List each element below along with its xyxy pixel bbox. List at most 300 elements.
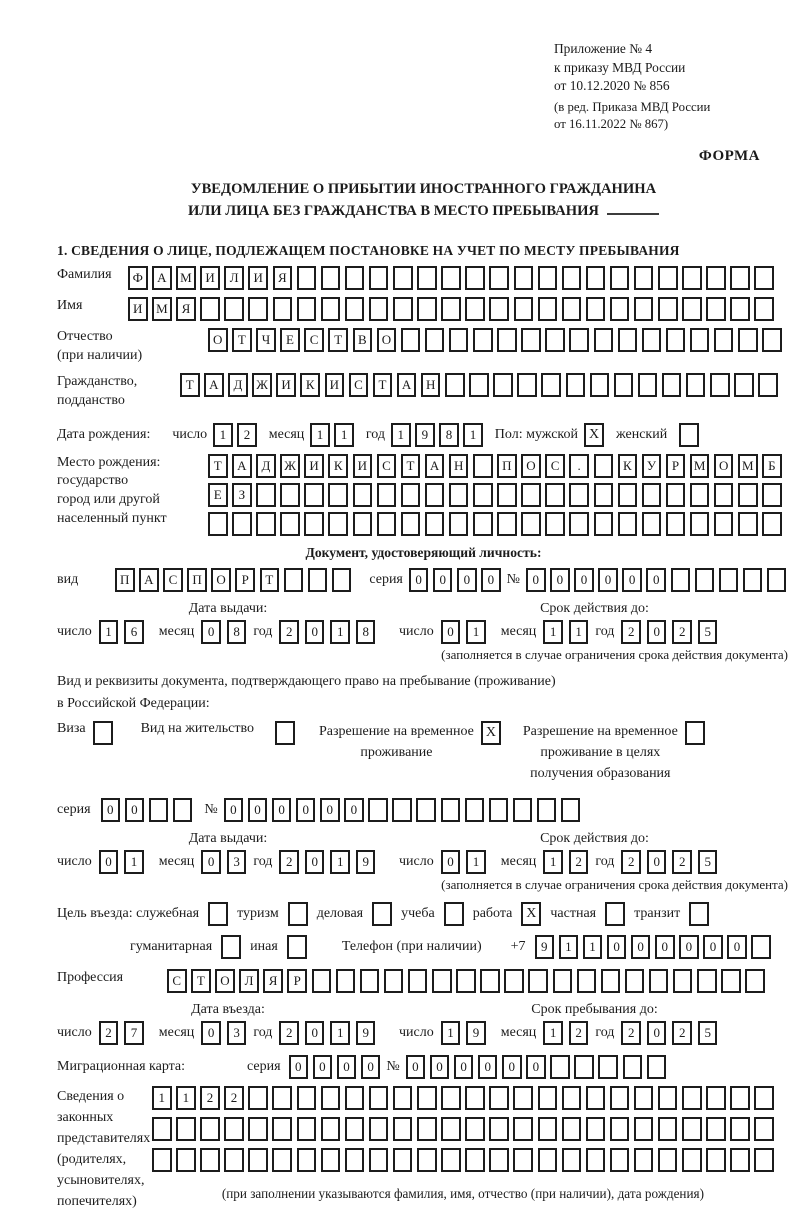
char-cell[interactable]: [594, 328, 614, 352]
char-cell[interactable]: [384, 969, 404, 993]
char-cell[interactable]: [538, 297, 558, 321]
char-cell[interactable]: [577, 969, 597, 993]
char-cell[interactable]: [272, 1117, 292, 1141]
char-cell[interactable]: [714, 483, 734, 507]
char-cell[interactable]: [754, 1148, 774, 1172]
char-cell[interactable]: А: [152, 266, 172, 290]
char-cell[interactable]: [517, 373, 537, 397]
char-cell[interactable]: [541, 373, 561, 397]
char-cell[interactable]: [610, 297, 630, 321]
char-cell[interactable]: [767, 568, 787, 592]
visa-checkbox[interactable]: [93, 721, 113, 745]
char-cell[interactable]: [336, 969, 356, 993]
char-cell[interactable]: [149, 798, 169, 822]
char-cell[interactable]: [393, 1148, 413, 1172]
char-cell[interactable]: 0: [655, 935, 675, 959]
char-cell[interactable]: [321, 1148, 341, 1172]
char-cell[interactable]: [441, 1086, 461, 1110]
char-cell[interactable]: 1: [583, 935, 603, 959]
char-cell[interactable]: О: [208, 328, 228, 352]
char-cell[interactable]: [449, 512, 469, 536]
char-cell[interactable]: [369, 266, 389, 290]
char-cell[interactable]: [328, 483, 348, 507]
char-cell[interactable]: [521, 512, 541, 536]
char-cell[interactable]: Т: [232, 328, 252, 352]
char-cell[interactable]: О: [211, 568, 231, 592]
char-cell[interactable]: [297, 297, 317, 321]
char-cell[interactable]: 7: [124, 1021, 144, 1045]
char-cell[interactable]: [248, 1148, 268, 1172]
char-cell[interactable]: [561, 798, 581, 822]
char-cell[interactable]: [272, 1086, 292, 1110]
char-cell[interactable]: [642, 512, 662, 536]
char-cell[interactable]: [497, 483, 517, 507]
char-cell[interactable]: П: [187, 568, 207, 592]
char-cell[interactable]: 0: [478, 1055, 498, 1079]
char-cell[interactable]: [538, 1148, 558, 1172]
char-cell[interactable]: И: [248, 266, 268, 290]
char-cell[interactable]: [690, 512, 710, 536]
char-cell[interactable]: [706, 1086, 726, 1110]
char-cell[interactable]: [610, 266, 630, 290]
char-cell[interactable]: И: [353, 454, 373, 478]
purpose-tourism-checkbox[interactable]: [288, 902, 308, 926]
char-cell[interactable]: [497, 328, 517, 352]
char-cell[interactable]: 0: [441, 850, 461, 874]
char-cell[interactable]: [465, 798, 485, 822]
char-cell[interactable]: [369, 1117, 389, 1141]
char-cell[interactable]: Д: [256, 454, 276, 478]
char-cell[interactable]: [432, 969, 452, 993]
char-cell[interactable]: Т: [191, 969, 211, 993]
char-cell[interactable]: [393, 266, 413, 290]
char-cell[interactable]: А: [232, 454, 252, 478]
char-cell[interactable]: [550, 1055, 570, 1079]
char-cell[interactable]: Ж: [280, 454, 300, 478]
char-cell[interactable]: [647, 1055, 667, 1079]
char-cell[interactable]: [441, 1117, 461, 1141]
char-cell[interactable]: [762, 512, 782, 536]
char-cell[interactable]: [417, 1148, 437, 1172]
char-cell[interactable]: [601, 969, 621, 993]
char-cell[interactable]: [594, 483, 614, 507]
char-cell[interactable]: 0: [646, 568, 666, 592]
char-cell[interactable]: [332, 568, 352, 592]
char-cell[interactable]: [562, 266, 582, 290]
char-cell[interactable]: 1: [330, 1021, 350, 1045]
char-cell[interactable]: [690, 483, 710, 507]
char-cell[interactable]: [513, 1117, 533, 1141]
char-cell[interactable]: [321, 297, 341, 321]
char-cell[interactable]: [634, 266, 654, 290]
char-cell[interactable]: [569, 483, 589, 507]
char-cell[interactable]: [590, 373, 610, 397]
char-cell[interactable]: Т: [260, 568, 280, 592]
char-cell[interactable]: 0: [337, 1055, 357, 1079]
char-cell[interactable]: [152, 1117, 172, 1141]
char-cell[interactable]: 0: [598, 568, 618, 592]
char-cell[interactable]: [480, 969, 500, 993]
char-cell[interactable]: [308, 568, 328, 592]
char-cell[interactable]: [586, 1086, 606, 1110]
char-cell[interactable]: 0: [457, 568, 477, 592]
char-cell[interactable]: З: [232, 483, 252, 507]
char-cell[interactable]: 1: [213, 423, 233, 447]
char-cell[interactable]: [425, 483, 445, 507]
char-cell[interactable]: [473, 512, 493, 536]
char-cell[interactable]: 0: [409, 568, 429, 592]
char-cell[interactable]: [449, 328, 469, 352]
char-cell[interactable]: [401, 512, 421, 536]
char-cell[interactable]: Р: [287, 969, 307, 993]
char-cell[interactable]: 0: [305, 850, 325, 874]
char-cell[interactable]: П: [115, 568, 135, 592]
char-cell[interactable]: [392, 798, 412, 822]
char-cell[interactable]: А: [139, 568, 159, 592]
char-cell[interactable]: [598, 1055, 618, 1079]
char-cell[interactable]: 2: [279, 620, 299, 644]
char-cell[interactable]: [312, 969, 332, 993]
char-cell[interactable]: [425, 328, 445, 352]
char-cell[interactable]: [176, 1148, 196, 1172]
char-cell[interactable]: 0: [622, 568, 642, 592]
char-cell[interactable]: [671, 568, 691, 592]
char-cell[interactable]: Е: [208, 483, 228, 507]
char-cell[interactable]: [754, 266, 774, 290]
char-cell[interactable]: [682, 1148, 702, 1172]
char-cell[interactable]: [594, 512, 614, 536]
char-cell[interactable]: [562, 1117, 582, 1141]
char-cell[interactable]: [562, 1086, 582, 1110]
char-cell[interactable]: [682, 1117, 702, 1141]
char-cell[interactable]: 9: [415, 423, 435, 447]
char-cell[interactable]: У: [642, 454, 662, 478]
char-cell[interactable]: [666, 483, 686, 507]
char-cell[interactable]: [649, 969, 669, 993]
char-cell[interactable]: В: [353, 328, 373, 352]
char-cell[interactable]: [369, 1086, 389, 1110]
char-cell[interactable]: [200, 1148, 220, 1172]
char-cell[interactable]: 1: [441, 1021, 461, 1045]
char-cell[interactable]: 0: [502, 1055, 522, 1079]
char-cell[interactable]: [493, 373, 513, 397]
char-cell[interactable]: [528, 969, 548, 993]
char-cell[interactable]: [714, 328, 734, 352]
char-cell[interactable]: И: [304, 454, 324, 478]
char-cell[interactable]: [682, 266, 702, 290]
char-cell[interactable]: О: [714, 454, 734, 478]
char-cell[interactable]: [248, 297, 268, 321]
char-cell[interactable]: [754, 297, 774, 321]
char-cell[interactable]: 5: [698, 1021, 718, 1045]
char-cell[interactable]: .: [569, 454, 589, 478]
char-cell[interactable]: [173, 798, 193, 822]
residence-permit-checkbox[interactable]: [275, 721, 295, 745]
purpose-delovaya-checkbox[interactable]: [372, 902, 392, 926]
char-cell[interactable]: [353, 483, 373, 507]
char-cell[interactable]: [284, 568, 304, 592]
char-cell[interactable]: 3: [227, 1021, 247, 1045]
char-cell[interactable]: [393, 1117, 413, 1141]
char-cell[interactable]: [569, 328, 589, 352]
char-cell[interactable]: [545, 512, 565, 536]
char-cell[interactable]: [465, 1148, 485, 1172]
char-cell[interactable]: [738, 328, 758, 352]
char-cell[interactable]: 1: [99, 620, 119, 644]
char-cell[interactable]: 0: [201, 620, 221, 644]
char-cell[interactable]: [417, 297, 437, 321]
sex-male-checkbox[interactable]: X: [584, 423, 604, 447]
char-cell[interactable]: К: [618, 454, 638, 478]
char-cell[interactable]: [321, 1117, 341, 1141]
char-cell[interactable]: [504, 969, 524, 993]
char-cell[interactable]: [658, 1086, 678, 1110]
char-cell[interactable]: 0: [441, 620, 461, 644]
char-cell[interactable]: 1: [543, 1021, 563, 1045]
char-cell[interactable]: [673, 969, 693, 993]
char-cell[interactable]: [586, 1117, 606, 1141]
char-cell[interactable]: 2: [621, 850, 641, 874]
char-cell[interactable]: О: [521, 454, 541, 478]
char-cell[interactable]: С: [377, 454, 397, 478]
char-cell[interactable]: [730, 1117, 750, 1141]
char-cell[interactable]: [738, 483, 758, 507]
char-cell[interactable]: А: [204, 373, 224, 397]
char-cell[interactable]: [545, 483, 565, 507]
char-cell[interactable]: [623, 1055, 643, 1079]
char-cell[interactable]: [690, 328, 710, 352]
char-cell[interactable]: [682, 297, 702, 321]
char-cell[interactable]: [473, 454, 493, 478]
purpose-work-checkbox[interactable]: X: [521, 902, 541, 926]
char-cell[interactable]: [730, 297, 750, 321]
char-cell[interactable]: 9: [356, 1021, 376, 1045]
char-cell[interactable]: Б: [762, 454, 782, 478]
char-cell[interactable]: 1: [330, 620, 350, 644]
char-cell[interactable]: [441, 266, 461, 290]
char-cell[interactable]: [304, 483, 324, 507]
char-cell[interactable]: И: [128, 297, 148, 321]
char-cell[interactable]: О: [215, 969, 235, 993]
char-cell[interactable]: [618, 483, 638, 507]
char-cell[interactable]: Я: [176, 297, 196, 321]
char-cell[interactable]: [537, 798, 557, 822]
char-cell[interactable]: [353, 512, 373, 536]
char-cell[interactable]: [272, 1148, 292, 1172]
char-cell[interactable]: 2: [569, 1021, 589, 1045]
char-cell[interactable]: 0: [201, 1021, 221, 1045]
char-cell[interactable]: [449, 483, 469, 507]
char-cell[interactable]: [697, 969, 717, 993]
char-cell[interactable]: 1: [124, 850, 144, 874]
purpose-humanitarian-checkbox[interactable]: [221, 935, 241, 959]
char-cell[interactable]: [377, 512, 397, 536]
char-cell[interactable]: [441, 798, 461, 822]
char-cell[interactable]: [634, 1148, 654, 1172]
char-cell[interactable]: М: [152, 297, 172, 321]
char-cell[interactable]: [360, 969, 380, 993]
char-cell[interactable]: [586, 1148, 606, 1172]
char-cell[interactable]: [425, 512, 445, 536]
char-cell[interactable]: [721, 969, 741, 993]
char-cell[interactable]: 2: [279, 1021, 299, 1045]
char-cell[interactable]: 1: [543, 850, 563, 874]
char-cell[interactable]: А: [425, 454, 445, 478]
char-cell[interactable]: [489, 1117, 509, 1141]
char-cell[interactable]: 0: [631, 935, 651, 959]
purpose-transit-checkbox[interactable]: [689, 902, 709, 926]
char-cell[interactable]: [441, 1148, 461, 1172]
char-cell[interactable]: [297, 1117, 317, 1141]
char-cell[interactable]: 0: [248, 798, 268, 822]
char-cell[interactable]: [610, 1148, 630, 1172]
char-cell[interactable]: И: [325, 373, 345, 397]
char-cell[interactable]: 0: [296, 798, 316, 822]
char-cell[interactable]: А: [397, 373, 417, 397]
char-cell[interactable]: 5: [698, 850, 718, 874]
char-cell[interactable]: И: [200, 266, 220, 290]
char-cell[interactable]: [682, 1086, 702, 1110]
char-cell[interactable]: 2: [672, 620, 692, 644]
char-cell[interactable]: [456, 969, 476, 993]
char-cell[interactable]: [297, 266, 317, 290]
char-cell[interactable]: [634, 1086, 654, 1110]
char-cell[interactable]: [408, 969, 428, 993]
char-cell[interactable]: [566, 373, 586, 397]
char-cell[interactable]: 2: [621, 1021, 641, 1045]
char-cell[interactable]: 8: [439, 423, 459, 447]
char-cell[interactable]: [232, 512, 252, 536]
char-cell[interactable]: К: [328, 454, 348, 478]
char-cell[interactable]: [297, 1148, 317, 1172]
char-cell[interactable]: 0: [305, 1021, 325, 1045]
char-cell[interactable]: [594, 454, 614, 478]
char-cell[interactable]: 0: [526, 568, 546, 592]
char-cell[interactable]: [730, 266, 750, 290]
char-cell[interactable]: [754, 1086, 774, 1110]
char-cell[interactable]: Т: [401, 454, 421, 478]
char-cell[interactable]: [345, 266, 365, 290]
char-cell[interactable]: [345, 1117, 365, 1141]
char-cell[interactable]: 0: [703, 935, 723, 959]
char-cell[interactable]: 0: [101, 798, 121, 822]
char-cell[interactable]: [497, 512, 517, 536]
char-cell[interactable]: [745, 969, 765, 993]
char-cell[interactable]: 0: [125, 798, 145, 822]
char-cell[interactable]: 0: [305, 620, 325, 644]
char-cell[interactable]: [469, 373, 489, 397]
char-cell[interactable]: [710, 373, 730, 397]
char-cell[interactable]: [642, 328, 662, 352]
char-cell[interactable]: [545, 328, 565, 352]
char-cell[interactable]: [473, 328, 493, 352]
char-cell[interactable]: К: [300, 373, 320, 397]
char-cell[interactable]: [586, 297, 606, 321]
char-cell[interactable]: 3: [227, 850, 247, 874]
char-cell[interactable]: [224, 1117, 244, 1141]
char-cell[interactable]: 1: [330, 850, 350, 874]
char-cell[interactable]: [393, 1086, 413, 1110]
char-cell[interactable]: 1: [559, 935, 579, 959]
char-cell[interactable]: [538, 266, 558, 290]
char-cell[interactable]: 0: [289, 1055, 309, 1079]
char-cell[interactable]: [345, 297, 365, 321]
char-cell[interactable]: Е: [280, 328, 300, 352]
edu-residence-checkbox[interactable]: [685, 721, 705, 745]
purpose-other-checkbox[interactable]: [287, 935, 307, 959]
char-cell[interactable]: [514, 297, 534, 321]
char-cell[interactable]: 0: [647, 850, 667, 874]
char-cell[interactable]: [224, 1148, 244, 1172]
char-cell[interactable]: П: [497, 454, 517, 478]
char-cell[interactable]: [686, 373, 706, 397]
char-cell[interactable]: О: [377, 328, 397, 352]
char-cell[interactable]: Р: [235, 568, 255, 592]
char-cell[interactable]: [248, 1086, 268, 1110]
char-cell[interactable]: 0: [526, 1055, 546, 1079]
char-cell[interactable]: [465, 266, 485, 290]
char-cell[interactable]: [562, 297, 582, 321]
char-cell[interactable]: [345, 1148, 365, 1172]
sex-female-checkbox[interactable]: [679, 423, 699, 447]
char-cell[interactable]: [762, 328, 782, 352]
char-cell[interactable]: Д: [228, 373, 248, 397]
char-cell[interactable]: Ч: [256, 328, 276, 352]
char-cell[interactable]: [441, 297, 461, 321]
char-cell[interactable]: 0: [481, 568, 501, 592]
char-cell[interactable]: [489, 297, 509, 321]
char-cell[interactable]: [369, 1148, 389, 1172]
char-cell[interactable]: [666, 512, 686, 536]
char-cell[interactable]: [514, 266, 534, 290]
char-cell[interactable]: [321, 266, 341, 290]
char-cell[interactable]: Т: [180, 373, 200, 397]
char-cell[interactable]: 0: [99, 850, 119, 874]
char-cell[interactable]: [304, 512, 324, 536]
char-cell[interactable]: С: [304, 328, 324, 352]
char-cell[interactable]: [719, 568, 739, 592]
char-cell[interactable]: Л: [224, 266, 244, 290]
char-cell[interactable]: [200, 1117, 220, 1141]
char-cell[interactable]: 1: [466, 850, 486, 874]
char-cell[interactable]: [574, 1055, 594, 1079]
purpose-private-checkbox[interactable]: [605, 902, 625, 926]
char-cell[interactable]: [586, 266, 606, 290]
char-cell[interactable]: [224, 297, 244, 321]
char-cell[interactable]: [714, 512, 734, 536]
char-cell[interactable]: [465, 1086, 485, 1110]
char-cell[interactable]: 0: [647, 1021, 667, 1045]
char-cell[interactable]: [751, 935, 771, 959]
char-cell[interactable]: [513, 798, 533, 822]
char-cell[interactable]: [513, 1086, 533, 1110]
char-cell[interactable]: [730, 1086, 750, 1110]
char-cell[interactable]: [368, 798, 388, 822]
char-cell[interactable]: Я: [273, 266, 293, 290]
char-cell[interactable]: [345, 1086, 365, 1110]
char-cell[interactable]: 0: [313, 1055, 333, 1079]
temp-residence-checkbox[interactable]: X: [481, 721, 501, 745]
char-cell[interactable]: [273, 297, 293, 321]
char-cell[interactable]: [489, 266, 509, 290]
char-cell[interactable]: [658, 1148, 678, 1172]
char-cell[interactable]: Ф: [128, 266, 148, 290]
char-cell[interactable]: 0: [727, 935, 747, 959]
char-cell[interactable]: [638, 373, 658, 397]
char-cell[interactable]: Т: [373, 373, 393, 397]
char-cell[interactable]: [642, 483, 662, 507]
purpose-business-checkbox[interactable]: [208, 902, 228, 926]
